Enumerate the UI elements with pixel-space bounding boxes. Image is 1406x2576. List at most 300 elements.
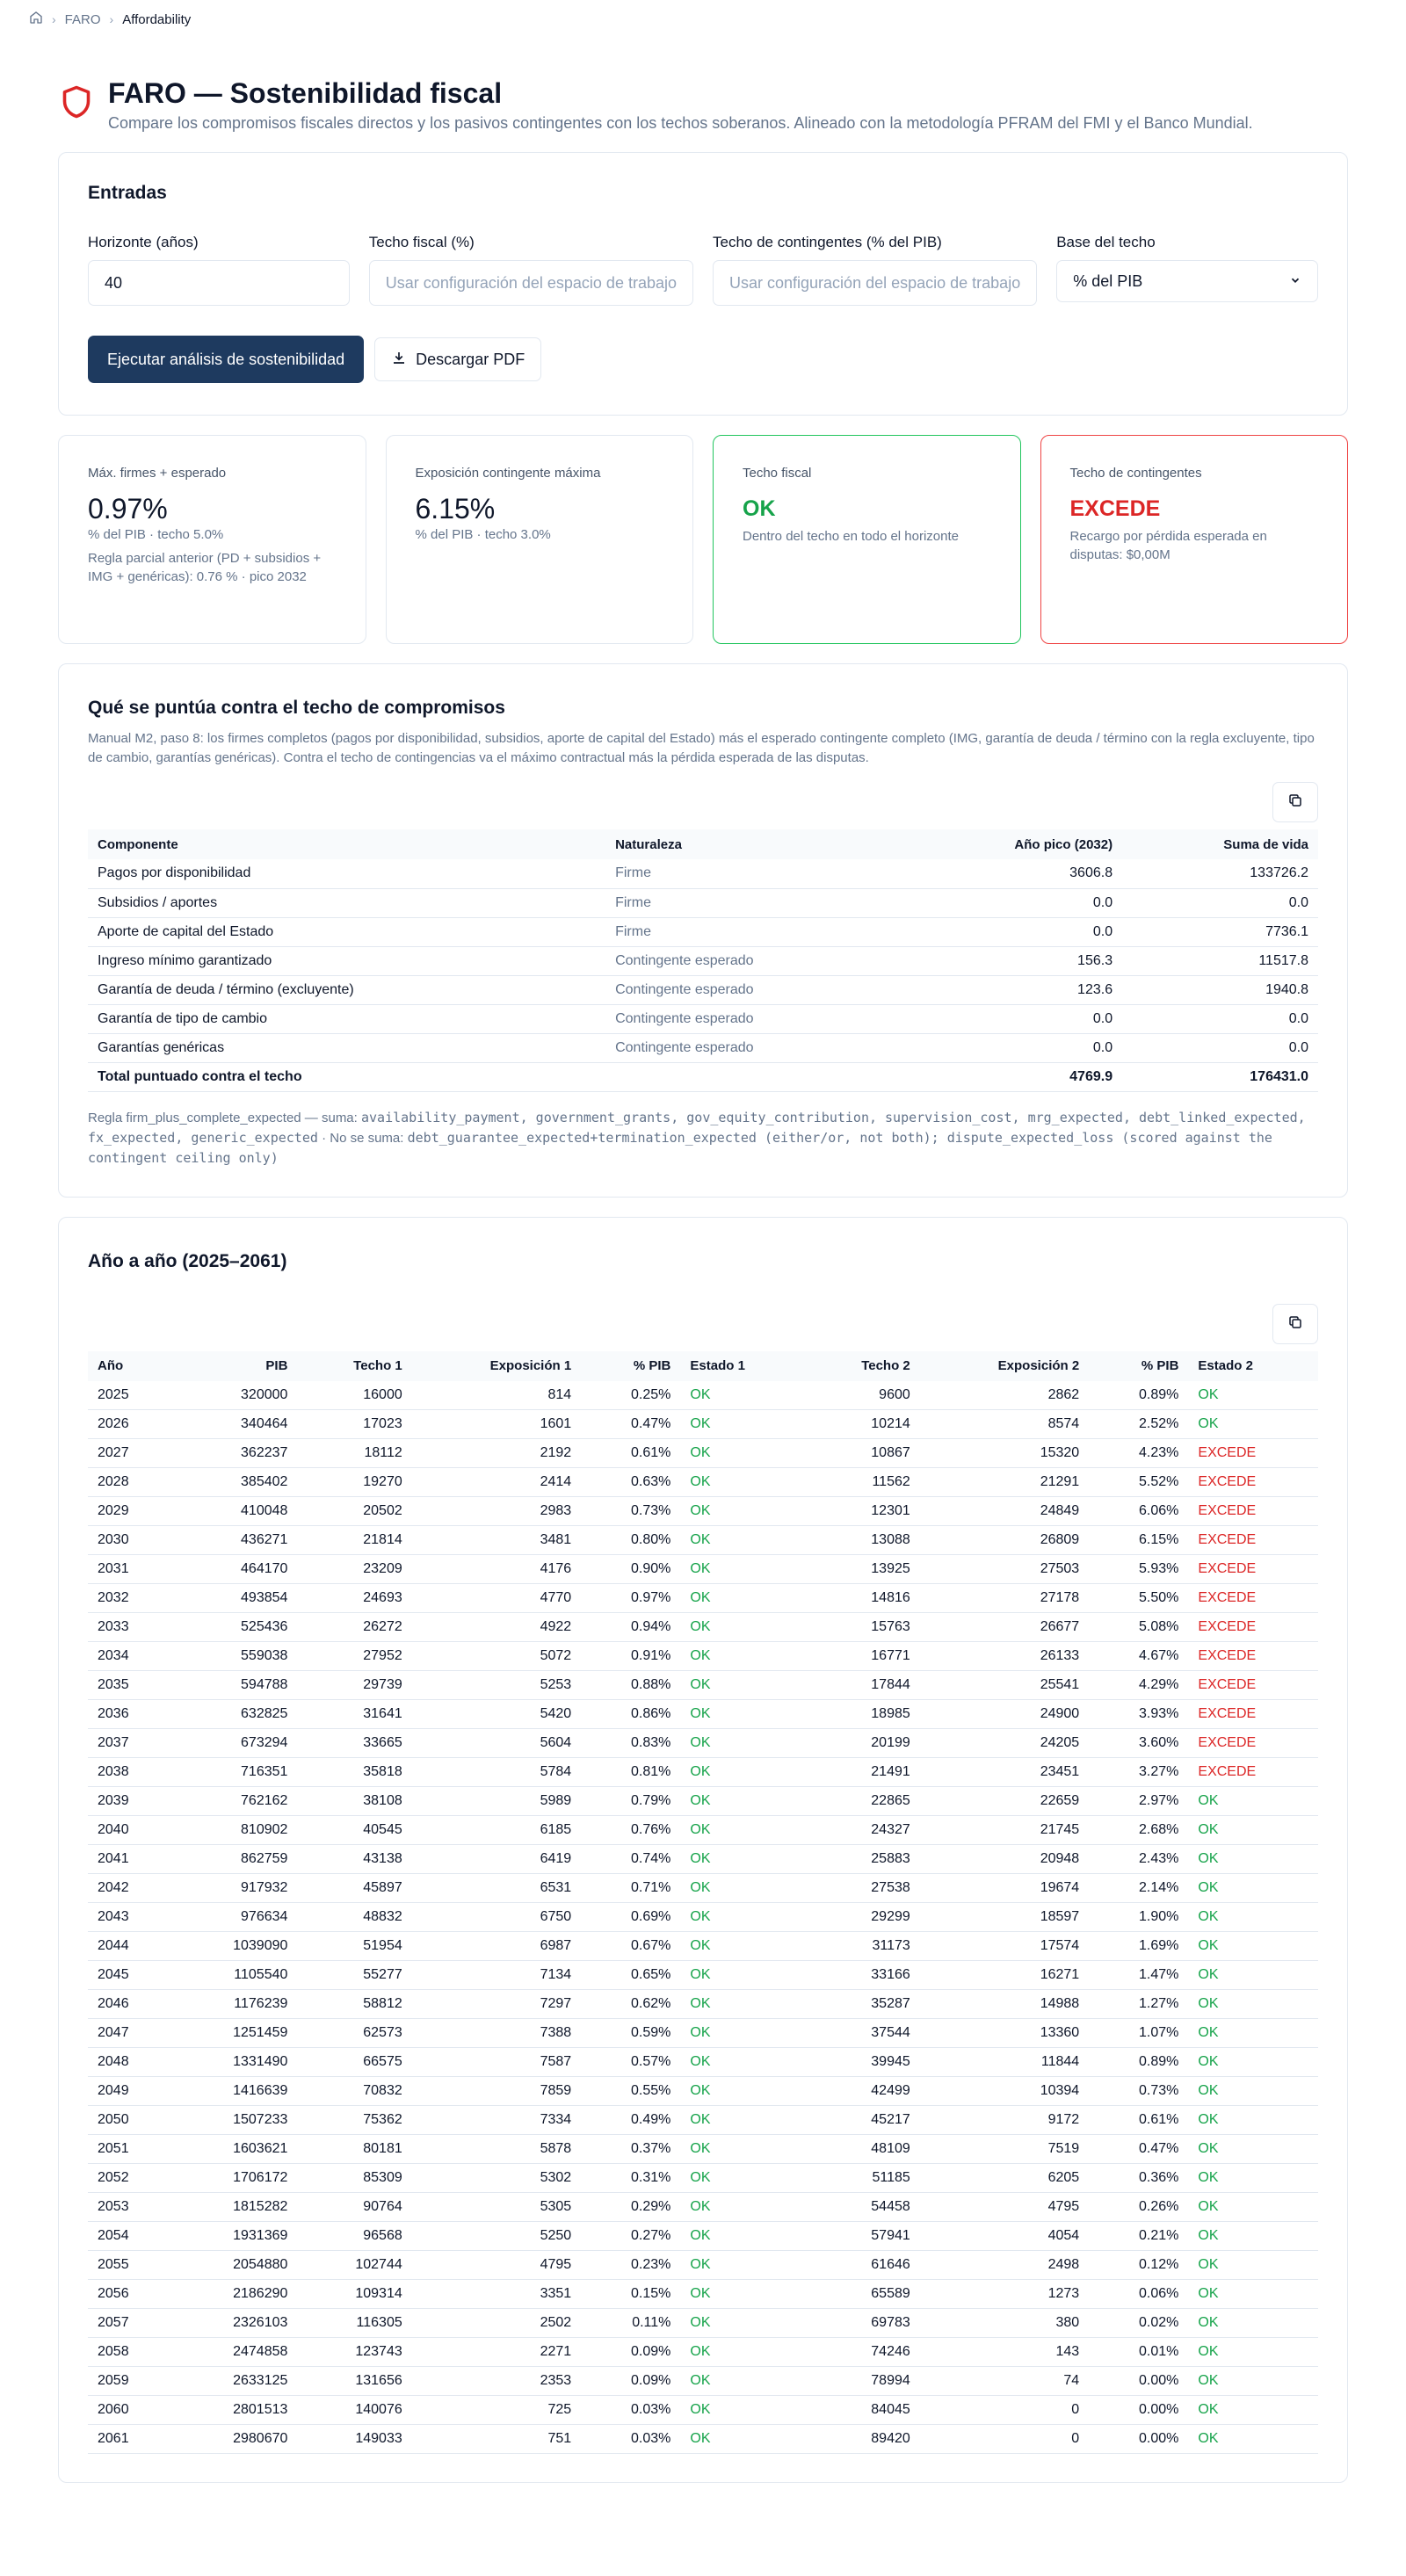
status-cell: OK [680, 1584, 805, 1613]
table-cell: Contingente esperado [605, 975, 902, 1004]
table-cell: 11517.8 [1122, 946, 1318, 975]
table-cell: 0.00% [1089, 2425, 1188, 2454]
table-cell: 2056 [88, 2280, 173, 2309]
contingent-ceiling-input[interactable]: Usar configuración del espacio de trabajo [713, 260, 1037, 306]
kpi-sub: % del PIB · techo 5.0% [88, 527, 224, 542]
table-cell: 69783 [805, 2309, 919, 2338]
table-cell: 8574 [920, 1410, 1089, 1439]
chevron-down-icon [1289, 272, 1301, 291]
status-cell: OK [1188, 2222, 1318, 2251]
table-cell: 0.25% [581, 1381, 680, 1410]
table-cell: 0.0 [902, 1033, 1122, 1062]
table-cell: 14816 [805, 1584, 919, 1613]
table-cell: 20199 [805, 1729, 919, 1758]
table-cell: 24205 [920, 1729, 1089, 1758]
status-cell: OK [680, 1439, 805, 1468]
table-cell: 4795 [920, 2193, 1089, 2222]
kpi-status: EXCEDE [1069, 496, 1161, 521]
table-cell: 0.27% [581, 2222, 680, 2251]
chevron-right-icon: › [52, 12, 56, 26]
table-cell: 29739 [297, 1671, 411, 1700]
kpi-sub: Dentro del techo en todo el horizonte [743, 529, 959, 544]
table-cell: 0.00% [1089, 2396, 1188, 2425]
status-cell: EXCEDE [1188, 1526, 1318, 1555]
kpi-label: Máx. firmes + esperado [88, 466, 227, 481]
table-row [88, 2077, 1318, 2106]
table-cell: 0.0 [1122, 1004, 1318, 1033]
table-cell: 7587 [412, 2048, 581, 2077]
table-cell: 810902 [173, 1816, 298, 1845]
table-cell: 0.73% [581, 1497, 680, 1526]
status-cell: OK [680, 2396, 805, 2425]
table-cell: 2035 [88, 1671, 173, 1700]
table-cell: 16000 [297, 1381, 411, 1410]
table-cell: Pagos por disponibilidad [88, 859, 605, 888]
status-cell: OK [680, 1758, 805, 1787]
table-cell: 2027 [88, 1439, 173, 1468]
table-cell: 5.08% [1089, 1613, 1188, 1642]
table-cell: 2.43% [1089, 1845, 1188, 1874]
table-cell: 0.61% [1089, 2106, 1188, 2135]
table-cell: 1507233 [173, 2106, 298, 2135]
table-cell: 5878 [412, 2135, 581, 2164]
table-cell: 0.09% [581, 2338, 680, 2367]
status-cell: EXCEDE [1188, 1439, 1318, 1468]
column-header: Exposición 2 [920, 1351, 1089, 1381]
status-cell: OK [1188, 2251, 1318, 2280]
status-cell: OK [680, 1555, 805, 1584]
status-cell: OK [1188, 2367, 1318, 2396]
inputs-card [58, 152, 1348, 416]
table-cell: 6.06% [1089, 1497, 1188, 1526]
table-cell: 0.67% [581, 1932, 680, 1961]
table-cell: 2034 [88, 1642, 173, 1671]
table-cell: 0.37% [581, 2135, 680, 2164]
table-cell: 156.3 [902, 946, 1122, 975]
status-cell: OK [1188, 2396, 1318, 2425]
status-cell: EXCEDE [1188, 1729, 1318, 1758]
table-cell: 149033 [297, 2425, 411, 2454]
table-cell: 2060 [88, 2396, 173, 2425]
table-cell: Total puntuado contra el techo [88, 1062, 605, 1091]
column-header: Año [88, 1351, 173, 1381]
table-cell: 7736.1 [1122, 917, 1318, 946]
table-cell: 716351 [173, 1758, 298, 1787]
table-cell: 80181 [297, 2135, 411, 2164]
table-row [88, 1526, 1318, 1555]
table-cell: Contingente esperado [605, 946, 902, 975]
table-cell: 1416639 [173, 2077, 298, 2106]
table-cell: 123.6 [902, 975, 1122, 1004]
table-cell: 74 [920, 2367, 1089, 2396]
table-cell: 0.59% [581, 2019, 680, 2048]
breadcrumb-item-affordability: Affordability [122, 11, 192, 27]
status-cell: EXCEDE [1188, 1555, 1318, 1584]
home-icon[interactable] [29, 11, 43, 28]
table-cell: 0.57% [581, 2048, 680, 2077]
copy-icon [1287, 792, 1303, 812]
table-cell: 3.27% [1089, 1758, 1188, 1787]
table-cell: 7388 [412, 2019, 581, 2048]
status-cell: OK [1188, 1961, 1318, 1990]
table-row [88, 2106, 1318, 2135]
table-cell: 2633125 [173, 2367, 298, 2396]
table-cell: 0.47% [581, 1410, 680, 1439]
table-cell: 1.47% [1089, 1961, 1188, 1990]
rule-prefix: Regla firm_plus_complete_expected — suma: [88, 1110, 361, 1125]
table-cell: 75362 [297, 2106, 411, 2135]
table-cell: 10867 [805, 1439, 919, 1468]
table-cell: 143 [920, 2338, 1089, 2367]
status-cell: OK [1188, 2164, 1318, 2193]
status-cell: OK [680, 1700, 805, 1729]
table-cell: 0.94% [581, 1613, 680, 1642]
fiscal-ceiling-input[interactable]: Usar configuración del espacio de trabajo [369, 260, 693, 306]
table-row [88, 888, 1318, 917]
table-row [88, 1729, 1318, 1758]
table-cell: 17844 [805, 1671, 919, 1700]
table-header-row [88, 1351, 1318, 1381]
table-cell: 0.00% [1089, 2367, 1188, 2396]
table-cell: 131656 [297, 2367, 411, 2396]
table-cell: 385402 [173, 1468, 298, 1497]
table-cell: 9600 [805, 1381, 919, 1410]
table-cell: 78994 [805, 2367, 919, 2396]
table-cell: 109314 [297, 2280, 411, 2309]
rule-excluded-fields: debt_guarantee_expected+termination_expected (either/or, not both); dispute_expected_loss (scored against the contingent ceiling only) [88, 1129, 1272, 1166]
ceiling-base-select[interactable] [1056, 260, 1318, 302]
table-cell: 320000 [173, 1381, 298, 1410]
table-cell: 65589 [805, 2280, 919, 2309]
status-cell: OK [680, 2106, 805, 2135]
fiscal-ceiling-label: Techo fiscal (%) [368, 234, 475, 250]
status-cell: OK [680, 1468, 805, 1497]
table-cell: 35287 [805, 1990, 919, 2019]
table-cell: 0.89% [1089, 1381, 1188, 1410]
table-cell: 464170 [173, 1555, 298, 1584]
page-title: FARO — Sostenibilidad fiscal [108, 77, 503, 109]
table-cell: 1176239 [173, 1990, 298, 2019]
download-pdf-label: Descargar PDF [416, 350, 525, 368]
table-cell: 51954 [297, 1932, 411, 1961]
table-cell: 45217 [805, 2106, 919, 2135]
table-cell: 2025 [88, 1381, 173, 1410]
table-row [88, 1497, 1318, 1526]
table-cell: 2502 [412, 2309, 581, 2338]
table-cell: 21814 [297, 1526, 411, 1555]
status-cell: OK [1188, 2106, 1318, 2135]
status-cell: OK [1188, 1816, 1318, 1845]
table-cell: 7859 [412, 2077, 581, 2106]
table-cell: 2983 [412, 1497, 581, 1526]
table-cell: 7134 [412, 1961, 581, 1990]
table-cell: 2054880 [173, 2251, 298, 2280]
table-cell: 0.06% [1089, 2280, 1188, 2309]
table-cell: 2.52% [1089, 1410, 1188, 1439]
scored-description: Manual M2, paso 8: los firmes completos (pagos por disponibilidad, subsidios, aporte de capital del Estado) más el esperado contingente completo (IMG, garantía de deuda / término con la regla excluyente, tipo de cambio, garantías genéricas). Contra el techo de contingencias va el máximo contractual más la pérdida esperada de las disputas. [88, 731, 1315, 765]
breadcrumb [0, 0, 1406, 39]
table-cell: 42499 [805, 2077, 919, 2106]
table-cell: 0.88% [581, 1671, 680, 1700]
status-cell: OK [680, 1497, 805, 1526]
kpi-label: Exposición contingente máxima [415, 466, 601, 481]
table-cell: 24693 [297, 1584, 411, 1613]
status-cell: OK [1188, 2280, 1318, 2309]
table-cell: 2186290 [173, 2280, 298, 2309]
table-cell: 13360 [920, 2019, 1089, 2048]
table-cell: 1251459 [173, 2019, 298, 2048]
table-cell: 6205 [920, 2164, 1089, 2193]
table-cell: 0.81% [581, 1758, 680, 1787]
table-cell: 0.0 [902, 888, 1122, 917]
table-cell: 4769.9 [902, 1062, 1122, 1091]
status-cell: OK [680, 2193, 805, 2222]
status-cell: OK [1188, 1874, 1318, 1903]
table-cell: 123743 [297, 2338, 411, 2367]
table-cell: 2037 [88, 1729, 173, 1758]
download-icon [391, 350, 407, 370]
table-cell: Firme [605, 888, 902, 917]
table-cell: 2053 [88, 2193, 173, 2222]
table-cell: 1815282 [173, 2193, 298, 2222]
status-cell: EXCEDE [1188, 1613, 1318, 1642]
table-cell: 18112 [297, 1439, 411, 1468]
table-cell: 0.0 [1122, 888, 1318, 917]
table-cell: 18985 [805, 1700, 919, 1729]
table-cell: 4176 [412, 1555, 581, 1584]
table-cell: 0.49% [581, 2106, 680, 2135]
table-row [88, 1787, 1318, 1816]
table-cell: 2029 [88, 1497, 173, 1526]
run-analysis-button[interactable]: Ejecutar análisis de sostenibilidad [88, 336, 364, 383]
status-cell: OK [680, 1845, 805, 1874]
table-cell: 493854 [173, 1584, 298, 1613]
column-header: Componente [88, 829, 605, 859]
table-cell: 9172 [920, 2106, 1089, 2135]
table-cell: 26133 [920, 1642, 1089, 1671]
table-cell: 3.60% [1089, 1729, 1188, 1758]
status-cell: EXCEDE [1188, 1758, 1318, 1787]
table-cell: 0.74% [581, 1845, 680, 1874]
table-cell: Firme [605, 859, 902, 888]
table-cell: Garantía de tipo de cambio [88, 1004, 605, 1033]
status-cell: OK [680, 1642, 805, 1671]
table-cell: 380 [920, 2309, 1089, 2338]
chevron-right-icon: › [109, 12, 114, 26]
table-cell: 2047 [88, 2019, 173, 2048]
table-cell: 20948 [920, 1845, 1089, 1874]
table-cell: 4.23% [1089, 1439, 1188, 1468]
table-row [88, 2251, 1318, 2280]
table-cell: 862759 [173, 1845, 298, 1874]
table-cell: 2271 [412, 2338, 581, 2367]
table-cell: 17023 [297, 1410, 411, 1439]
table-cell: 0.0 [1122, 1033, 1318, 1062]
table-cell: Subsidios / aportes [88, 888, 605, 917]
status-cell: OK [680, 2425, 805, 2454]
table-cell: 0.03% [581, 2425, 680, 2454]
table-cell: 2033 [88, 1613, 173, 1642]
table-cell: 1931369 [173, 2222, 298, 2251]
table-row [88, 1990, 1318, 2019]
copy-button[interactable] [1272, 782, 1318, 822]
kpi-fiscal-ceiling [713, 435, 1021, 644]
table-cell: 0.76% [581, 1816, 680, 1845]
table-cell: 5253 [412, 1671, 581, 1700]
table-cell: 5784 [412, 1758, 581, 1787]
table-cell: 1940.8 [1122, 975, 1318, 1004]
total-row [88, 1062, 1318, 1091]
copy-button[interactable] [1272, 1304, 1318, 1344]
table-cell: Garantías genéricas [88, 1033, 605, 1062]
table-cell: 6987 [412, 1932, 581, 1961]
breadcrumb-item-faro[interactable]: FARO [64, 11, 101, 27]
table-cell: 70832 [297, 2077, 411, 2106]
table-cell: 1273 [920, 2280, 1089, 2309]
download-pdf-button[interactable] [374, 337, 541, 381]
table-cell: 594788 [173, 1671, 298, 1700]
table-row [88, 2222, 1318, 2251]
table-cell: 2042 [88, 1874, 173, 1903]
status-cell: OK [680, 1526, 805, 1555]
page-subtitle: Compare los compromisos fiscales directos y los pasivos contingentes con los techos soberanos. Alineado con la metodología PFRAM del FMI y el Banco Mundial. [108, 114, 1253, 132]
table-cell: 4795 [412, 2251, 581, 2280]
status-cell: OK [680, 1816, 805, 1845]
column-header: Techo 2 [805, 1351, 919, 1381]
table-cell: 7519 [920, 2135, 1089, 2164]
status-cell: OK [680, 2280, 805, 2309]
status-cell: OK [680, 2164, 805, 2193]
rule-mid: · No se suma: [317, 1130, 408, 1146]
table-cell: 436271 [173, 1526, 298, 1555]
table-cell: 2048 [88, 2048, 173, 2077]
yoy-title: Año a año (2025–2061) [88, 1250, 287, 1271]
status-cell: OK [680, 2019, 805, 2048]
table-cell: 37544 [805, 2019, 919, 2048]
table-cell: 0.0 [902, 917, 1122, 946]
table-cell: 525436 [173, 1613, 298, 1642]
table-cell: 26272 [297, 1613, 411, 1642]
table-cell: 0.09% [581, 2367, 680, 2396]
table-cell: 2031 [88, 1555, 173, 1584]
table-cell: 2.97% [1089, 1787, 1188, 1816]
table-cell: 5.50% [1089, 1584, 1188, 1613]
ceiling-base-field [1056, 234, 1318, 306]
table-cell: 5.52% [1089, 1468, 1188, 1497]
table-cell: 2498 [920, 2251, 1089, 2280]
table-cell: 2.68% [1089, 1816, 1188, 1845]
status-cell: OK [1188, 2425, 1318, 2454]
table-cell: 0.69% [581, 1903, 680, 1932]
status-cell: OK [1188, 2135, 1318, 2164]
table-cell: 43138 [297, 1845, 411, 1874]
table-cell: Ingreso mínimo garantizado [88, 946, 605, 975]
table-cell: 2028 [88, 1468, 173, 1497]
status-cell: OK [680, 1961, 805, 1990]
table-row [88, 2425, 1318, 2454]
table-cell: 0.73% [1089, 2077, 1188, 2106]
kpi-value: 6.15% [415, 493, 496, 525]
horizon-input[interactable]: 40 [88, 260, 350, 306]
table-cell: 85309 [297, 2164, 411, 2193]
table-cell: 6531 [412, 1874, 581, 1903]
table-cell: 40545 [297, 1816, 411, 1845]
status-cell: EXCEDE [1188, 1497, 1318, 1526]
table-cell: 7297 [412, 1990, 581, 2019]
column-header: PIB [173, 1351, 298, 1381]
table-cell: 140076 [297, 2396, 411, 2425]
table-cell: 5305 [412, 2193, 581, 2222]
table-cell: 51185 [805, 2164, 919, 2193]
table-cell: 21745 [920, 1816, 1089, 1845]
table-cell: 0.91% [581, 1642, 680, 1671]
table-cell: 15763 [805, 1613, 919, 1642]
status-cell: EXCEDE [1188, 1700, 1318, 1729]
table-cell: 0.02% [1089, 2309, 1188, 2338]
table-cell: 4922 [412, 1613, 581, 1642]
status-cell: OK [1188, 1990, 1318, 2019]
rule-summed-fields: availability_payment, government_grants, gov_equity_contribution, supervision_cost, mrg_expected, debt_linked_expected, fx_expected, generic_expected [88, 1109, 1306, 1146]
table-cell: 6419 [412, 1845, 581, 1874]
table-cell: 19674 [920, 1874, 1089, 1903]
table-cell: 0.15% [581, 2280, 680, 2309]
table-cell: 2414 [412, 1468, 581, 1497]
table-cell: 0.71% [581, 1874, 680, 1903]
table-cell: 2039 [88, 1787, 173, 1816]
table-cell: 0.26% [1089, 2193, 1188, 2222]
column-header: Estado 2 [1188, 1351, 1318, 1381]
kpi-contingent-exposure [386, 435, 694, 644]
table-cell: 23209 [297, 1555, 411, 1584]
table-cell: 27503 [920, 1555, 1089, 1584]
table-row [88, 1874, 1318, 1903]
table-cell: 0.83% [581, 1729, 680, 1758]
scoring-rule [88, 1108, 1318, 1169]
scored-card [58, 663, 1348, 1198]
table-cell: 66575 [297, 2048, 411, 2077]
kpi-sub: Recargo por pérdida esperada en disputas: $0,00M [1069, 529, 1267, 562]
table-cell: 1601 [412, 1410, 581, 1439]
table-cell: 24900 [920, 1700, 1089, 1729]
table-row [88, 1584, 1318, 1613]
status-cell: OK [680, 1990, 805, 2019]
table-cell: 559038 [173, 1642, 298, 1671]
table-row [88, 2396, 1318, 2425]
table-cell: 2049 [88, 2077, 173, 2106]
status-cell: OK [1188, 2338, 1318, 2367]
table-row [88, 1410, 1318, 1439]
table-cell: 24849 [920, 1497, 1089, 1526]
table-cell: 27538 [805, 1874, 919, 1903]
table-cell: 2032 [88, 1584, 173, 1613]
table-cell: 24327 [805, 1816, 919, 1845]
table-cell: 3606.8 [902, 859, 1122, 888]
table-cell: 0.89% [1089, 2048, 1188, 2077]
table-cell: 0.01% [1089, 2338, 1188, 2367]
table-cell [605, 1062, 902, 1091]
table-cell: 27952 [297, 1642, 411, 1671]
table-cell: 2054 [88, 2222, 173, 2251]
table-cell: 18597 [920, 1903, 1089, 1932]
shield-icon [61, 84, 92, 119]
status-cell: OK [1188, 1381, 1318, 1410]
status-cell: OK [1188, 1410, 1318, 1439]
table-cell: Aporte de capital del Estado [88, 917, 605, 946]
table-cell: 0.65% [581, 1961, 680, 1990]
table-row [88, 1468, 1318, 1497]
copy-icon [1287, 1314, 1303, 1334]
table-cell: Contingente esperado [605, 1033, 902, 1062]
